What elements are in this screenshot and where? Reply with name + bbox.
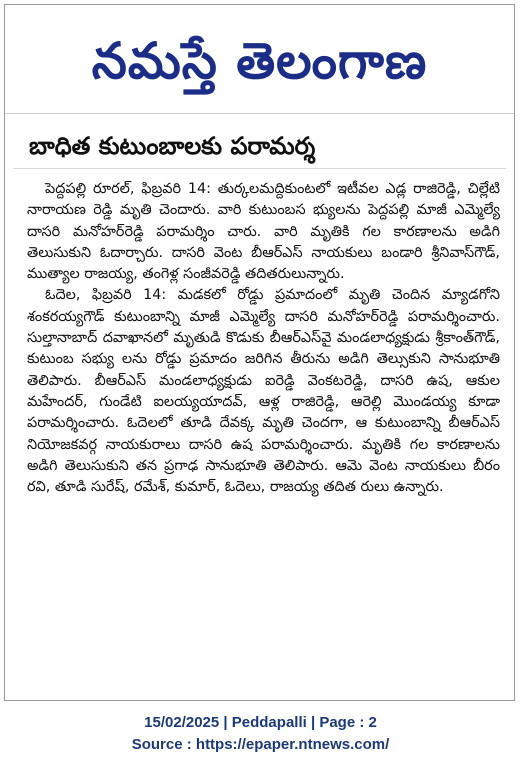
footer-source: Source : https://epaper.ntnews.com/ — [131, 736, 390, 753]
newspaper-clipping — [4, 4, 515, 701]
footer-date-edition: 15/02/2025 | Peddapalli | Page : 2 — [144, 714, 377, 731]
article-body — [27, 179, 500, 498]
newspaper-logo: నమస్తే తెలంగాణ — [91, 32, 428, 90]
article-headline: బాధిత కుటుంబాలకు పరామర్శ — [29, 132, 316, 160]
article-paragraph-2: ఓదెల, ఫిబ్రవరి 14: మడకలో రోడ్డు ప్రమాదంలో మృతి చెందిన మ్యాడగోని శంకరయ్యగౌడ్ కుటుంబాన్ని మాజీ ఎమ్మెల్యే దాసరి మనోహర్‌రెడ్డి పరామర్శించారు. సుల్తానాబాద్ దవాఖానలో మృతుడి కొడుకు బీఆర్ఎస్‌వై మండలాధ్యక్షుడు శ్రీకాంత్‌గౌడ్, కుటుంబ సభ్యు లను రోడ్డు ప్రమాదం జరిగిన తీరును అడిగి తెల్సుకుని సానుభూతి తెలిపారు. బీఆర్ఎస్ మండలాధ్యక్షుడు ఐరెడ్డి వెంకటరెడ్డి, దాసరి ఉష, ఆకుల మహేందర్, గుండేటి ఐలయ్యయాదవ్, ఆళ్ల రాజిరెడ్డి, ఆరెల్లి మొండయ్య కూడా పరామర్శించారు. ఓదెలలో తూడి దేవక్క మృతి చెందగా, ఆ కుటుంబాన్ని బీఆర్ఎస్ నియోజకవర్గ నాయకురాలు దాసరి ఉష పరామర్శించారు. మృతికి గల కారణాలను అడిగి తెలుసుకుని తన ప్రగాఢ సానుభూతి తెలిపారు. ఆమె వెంట నాయకులు బీరం రవి, తూడి సురేష్, రమేశ్, కుమార్, ఓదెలు, రాజయ్య తదిత రులు ఉన్నారు. — [27, 287, 500, 496]
headline-divider — [13, 168, 506, 169]
masthead — [5, 5, 514, 114]
article-paragraph-1: పెద్దపల్లి రూరల్, ఫిబ్రవరి 14: తుర్కలమద్దికుంటలో ఇటీవల ఎడ్ల రాజిరెడ్డి, చిల్లేటి నారాయణ రెడ్డి మృతి చెందారు. వారి కుటుంబస భ్యులను పెద్దపల్లి మాజీ ఎమ్మెల్యే దాసరి మనోహర్‌రెడ్డి పరామర్శిం చారు. వారి మృతికి గల కారణాలను అడిగి తెలుసుకుని ఓదార్చారు. దాసరి వెంట బీఆర్ఎస్ నాయకులు బండారి శ్రీనివాస్‌గౌడ్, ముత్యాల రాజయ్య, తంగెళ్ల సంజీవరెడ్డి తదితరులున్నారు. — [27, 181, 500, 283]
clipping-footer — [0, 712, 521, 756]
